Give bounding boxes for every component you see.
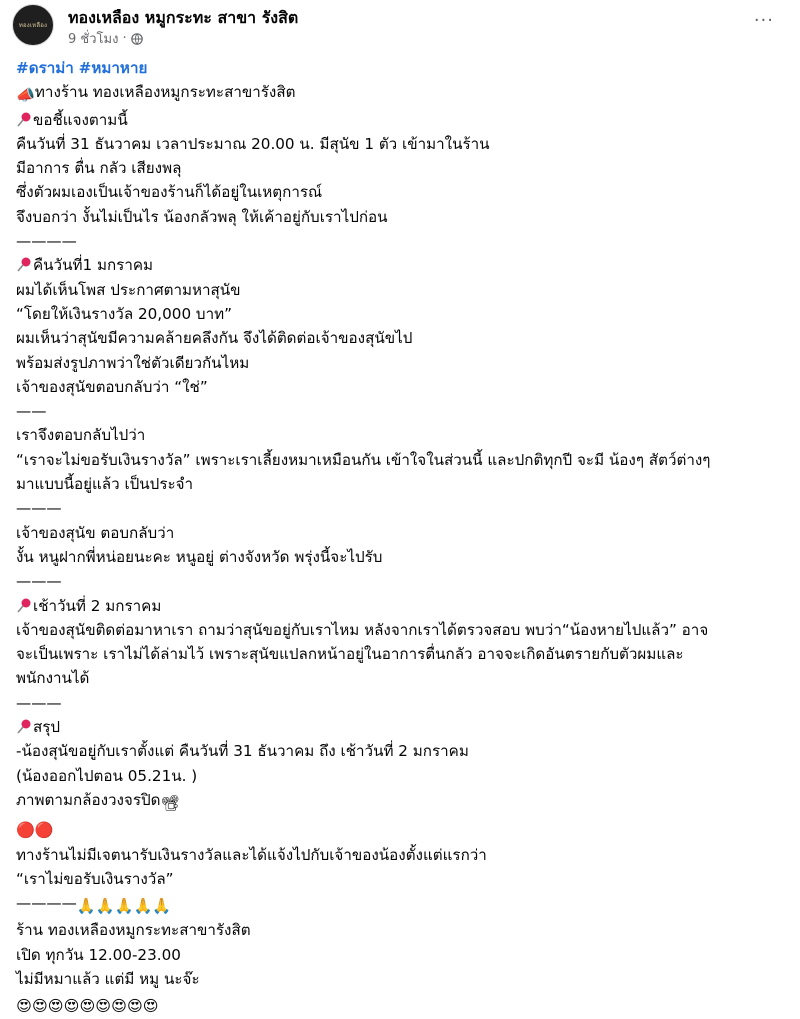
text-line <box>16 108 784 132</box>
text-line: ผมเห็นว่าสุนัขมีความคล้ายคลึงกัน จึงได้ติดต่อเจ้าของสุนัขไป <box>16 329 413 348</box>
folded-hands-icons: 🙏🙏🙏🙏🙏 <box>76 897 172 916</box>
text-line: เจ้าของสุนัข ตอบกลับว่า <box>16 523 175 542</box>
text-line: มีอาการ ตื่น กลัว เสียงพลุ <box>16 159 182 178</box>
text-line <box>16 253 784 277</box>
text-line: “เราไม่ขอรับเงินรางวัล” <box>16 869 174 888</box>
divider-with-hands <box>16 891 784 918</box>
text: คืนวันที่1 มกราคม <box>33 256 154 275</box>
text-line: -น้องสุนัขอยู่กับเราตั้งแต่ คืนวันที่ 31 ธันวาคม ถึง เช้าวันที่ 2 มกราคม <box>16 742 469 761</box>
text-line <box>16 80 784 107</box>
text-line: เปิด ทุกวัน 12.00-23.00 <box>16 945 181 964</box>
text: ภาพตามกล้องวงจรปิด <box>16 790 161 809</box>
red-circles-line <box>16 815 784 842</box>
text-line <box>16 715 784 739</box>
text-line: “โดยให้เงินรางวัล 20,000 บาท” <box>16 304 232 323</box>
text-line: ผมได้เห็นโพส ประกาศตามหาสุนัข <box>16 280 241 299</box>
post-timestamp[interactable]: 9 ชั่วโมง <box>68 32 119 47</box>
more-options-icon[interactable]: ··· <box>753 10 774 31</box>
hashtags-line <box>16 56 784 80</box>
camera-icon: 📽 <box>160 793 180 812</box>
megaphone-icon: 📣 <box>16 86 35 105</box>
divider-dash: ——— <box>16 572 62 591</box>
text-line <box>16 788 784 815</box>
post-body <box>16 56 784 1019</box>
divider-dash: —— <box>16 402 47 421</box>
text-line: คืนวันที่ 31 ธันวาคม เวลาประมาณ 20.00 น. มีสุนัข 1 ตัว เข้ามาในร้าน <box>16 134 490 153</box>
avatar-logo-text: ทองเหลือง <box>18 22 48 29</box>
avatar[interactable] <box>12 4 54 46</box>
text-line: จะเป็นเพราะ เราไม่ได้ล่ามไว้ เพราะสุนัขแปลกหน้าอยู่ในอาการตื่นกลัว อาจจะเกิดอันตรายกับตัวผมและ <box>16 645 684 664</box>
divider-dash: ———— <box>16 894 77 913</box>
text-line: พนักงานได้ <box>16 669 90 688</box>
divider-dash: ——— <box>16 499 62 518</box>
globe-icon <box>131 33 143 45</box>
text-line: ซึ่งตัวผมเองเป็นเจ้าของร้านก็ได้อยู่ในเหตุการณ์ <box>16 183 323 202</box>
red-circle-icons: 🔴🔴 <box>16 821 54 840</box>
text: เช้าวันที่ 2 มกราคม <box>33 596 162 615</box>
meta-dot: · <box>122 31 127 46</box>
text-line: งั้น หนูฝากพี่หน่อยนะคะ หนูอยู่ ต่างจังหวัด พรุ่งนี้จะไปรับ <box>16 547 383 566</box>
pushpin-icon <box>16 597 32 613</box>
text-line: เราจึงตอบกลับไปว่า <box>16 426 146 445</box>
divider-dash: ——— <box>16 693 62 712</box>
hashtag-lost-dog[interactable]: #หมาหาย <box>78 59 148 77</box>
text-line: จึงบอกว่า งั้นไม่เป็นไร น้องกลัวพลุ ให้เค้าอยู่กับเราไปก่อน <box>16 207 388 226</box>
heart-eyes-line <box>16 991 784 1018</box>
text-line: มาแบบนี้อยู่แล้ว เป็นประจำ <box>16 475 194 494</box>
text-line: ไม่มีหมาแล้ว แต่มี หมู นะจ๊ะ <box>16 969 200 988</box>
text: สรุป <box>33 718 61 737</box>
divider-dash: ———— <box>16 232 77 251</box>
text-line <box>16 594 784 618</box>
text-line: ร้าน ทองเหลืองหมูกระทะสาขารังสิต <box>16 921 251 940</box>
post-header <box>12 4 788 48</box>
heart-eyes-icons: 😍😍😍😍😍😍😍😍😍 <box>16 997 159 1016</box>
text-line: เจ้าของสุนัขติดต่อมาหาเรา ถามว่าสุนัขอยู่กับเราไหม หลังจากเราได้ตรวจสอบ พบว่า“น้องหายไปแล้ว” อาจ <box>16 620 709 639</box>
text-line: ทางร้านไม่มีเจตนารับเงินรางวัลและได้แจ้งไปกับเจ้าของน้องตั้งแต่แรกว่า <box>16 845 487 864</box>
pushpin-icon <box>16 256 32 272</box>
text-line: พร้อมส่งรูปภาพว่าใช่ตัวเดียวกันไหม <box>16 353 250 372</box>
pushpin-icon <box>16 111 32 127</box>
post-meta <box>68 28 143 49</box>
text-line: “เราจะไม่ขอรับเงินรางวัล” เพราะเราเลี้ยงหมาเหมือนกัน เข้าใจในส่วนนี้ และปกติทุกปี จะมี น้องๆ สัตว์ต่างๆ <box>16 450 711 469</box>
text: ทางร้าน ทองเหลืองหมูกระทะสาขารังสิต <box>34 83 296 102</box>
page-name-link[interactable]: ทองเหลือง หมูกระทะ สาขา รังสิต <box>68 8 299 27</box>
text-line: เจ้าของสุนัขตอบกลับว่า “ใช่” <box>16 377 208 396</box>
text: ขอชี้แจงตามนี้ <box>33 110 128 129</box>
hashtag-drama[interactable]: #ดราม่า <box>16 59 74 77</box>
pushpin-icon <box>16 718 32 734</box>
text-line: (น้องออกไปตอน 05.21น. ) <box>16 766 198 785</box>
